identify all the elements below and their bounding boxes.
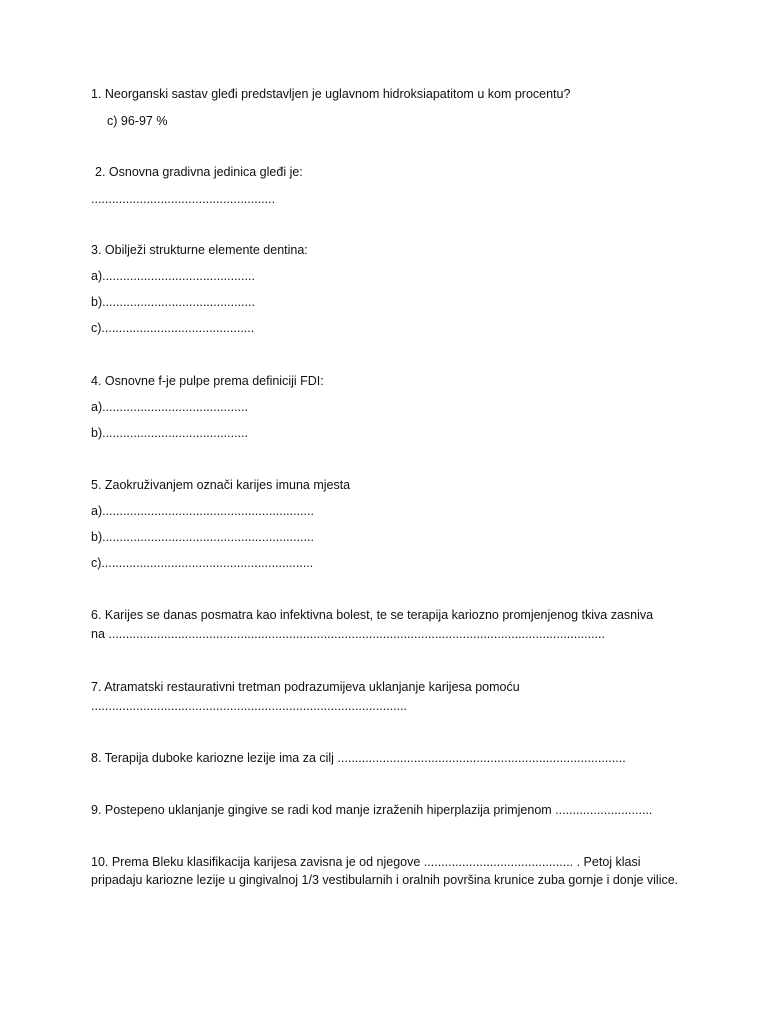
question-1-answer: c) 96-97 % bbox=[107, 114, 168, 128]
question-1: 1. Neorganski sastav gleđi predstavljen je uglavnom hidroksiapatitom u kom procentu? bbox=[91, 87, 571, 101]
question-7-blank: ........................................................................................... bbox=[91, 699, 408, 713]
question-2-blank: ..................................................... bbox=[91, 192, 276, 206]
question-5-blank-b: b)............................................................. bbox=[91, 530, 314, 544]
question-4-blank-b: b).......................................... bbox=[91, 426, 248, 440]
question-6: 6. Karijes se danas posmatra kao infektivna bolest, te se terapija kariozno promjenjenog tkiva zasniva bbox=[91, 608, 654, 622]
question-4-blank-a: a).......................................... bbox=[91, 400, 248, 414]
question-8: 8. Terapija duboke kariozne lezije ima za cilj ................................................................................... bbox=[91, 751, 626, 765]
question-3: 3. Obilježi strukturne elemente dentina: bbox=[91, 243, 308, 257]
question-6-blank: na ............................................................................................................................................... bbox=[91, 627, 606, 641]
question-4: 4. Osnovne f-je pulpe prema definiciji FDI: bbox=[91, 374, 324, 388]
question-5-blank-a: a)............................................................. bbox=[91, 504, 314, 518]
question-2: 2. Osnovna gradivna jedinica gleđi je: bbox=[95, 165, 303, 179]
question-3-blank-c: c)............................................ bbox=[91, 321, 255, 335]
question-7: 7. Atramatski restaurativni tretman podrazumijeva uklanjanje karijesa pomoću bbox=[91, 680, 520, 694]
question-3-blank-a: a)............................................ bbox=[91, 269, 255, 283]
question-10: 10. Prema Bleku klasifikacija karijesa zavisna je od njegove ........................................... . Petoj klasi pripadaju kariozne lezije u gingivalnoj 1/3 vestibularnih i oralnih površina krunice zuba gornje i donje vilice. bbox=[91, 855, 679, 887]
question-5: 5. Zaokruživanjem označi karijes imuna mjesta bbox=[91, 478, 351, 492]
question-5-blank-c: c)............................................................. bbox=[91, 556, 314, 570]
question-3-blank-b: b)............................................ bbox=[91, 295, 255, 309]
question-9: 9. Postepeno uklanjanje gingive se radi kod manje izraženih hiperplazija primjenom ............................ bbox=[91, 803, 653, 817]
